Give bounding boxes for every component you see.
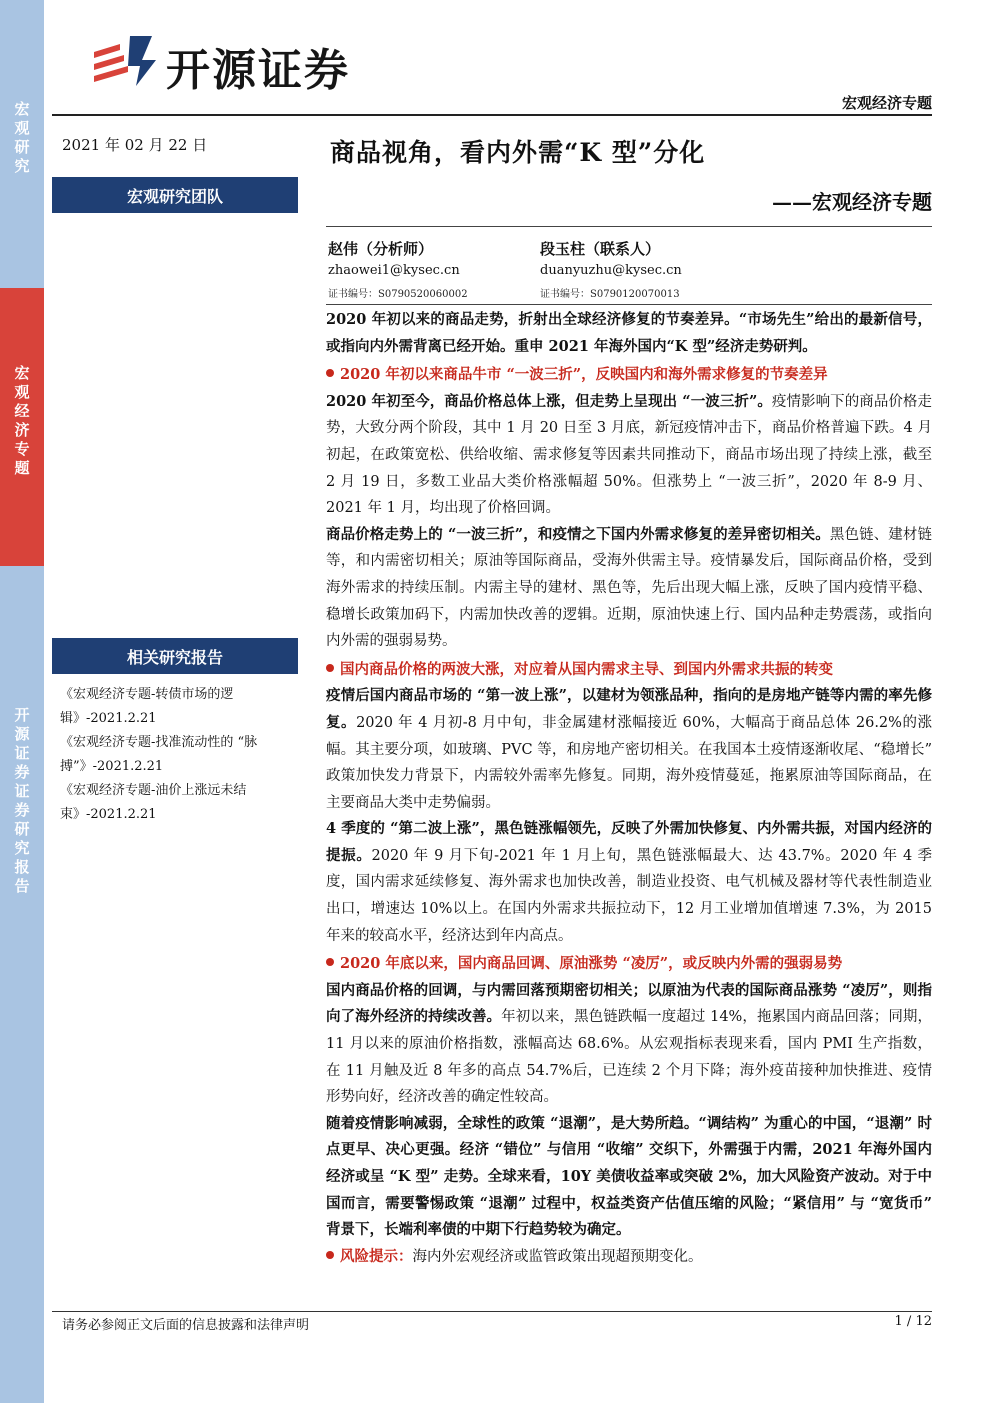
risk-label: 风险提示： (340, 1247, 413, 1265)
paragraph-text: 年初以来，黑色链跌幅一度超过 14%，拖累国内商品回落；同期，11 月以来的原油价格指数，涨幅高达 68.6%。从宏观指标表现来看，国内 PMI 生产指数，在 11 月触及近 8 年多的高点 54.7%后，已连续 2 个月下降；海外疫苗接种加快推进、疫情形势向好，经济改善的确定性较高。 (326, 1009, 933, 1106)
author-cert: 证书编号：S0790520060002 (328, 289, 468, 300)
related-reports-list (60, 683, 310, 827)
report-summary (326, 307, 932, 1270)
intro-paragraph: 2020 年初以来的商品走势，折射出全球经济修复的节奏差异。“市场先生”给出的最新信号，或指向内外需背离已经开始。重申 2021 年海外国内“K 型”经济走势研判。 (326, 311, 932, 355)
subtitle-divider (326, 226, 932, 227)
paragraph-lead: 2020 年初至今，商品价格总体上涨，但走势上呈现出 “一波三折”。 (326, 392, 772, 410)
section-heading-text: 2020 年底以来，国内商品回调、原油涨势 “凌厉”，或反映内外需的强弱易势 (340, 955, 843, 973)
author-name: 赵伟（分析师） (328, 240, 434, 258)
bullet-icon (326, 664, 334, 672)
author-name: 段玉柱（联系人） (540, 240, 661, 258)
sidebar-top-label: 宏观研究 (14, 100, 30, 175)
report-subtitle: ——宏观经济专题 (772, 190, 932, 214)
header-divider (52, 114, 932, 116)
body-paragraph (326, 978, 932, 1111)
body-paragraph (326, 683, 932, 816)
bullet-icon (326, 369, 334, 377)
body-paragraph (326, 389, 932, 522)
team-label: 宏观研究团队 (126, 186, 223, 206)
paragraph-lead: 国内商品价格的回调，与内需回落预期密切相关；以原油为代表的国际商品涨势 “凌厉”，则指向了海外经济的持续改善。 (326, 981, 932, 1026)
related-report-link[interactable]: 《宏观经济专题-转债市场的逻辑》-2021.2.21 (60, 687, 234, 726)
team-label-box (52, 177, 298, 213)
bullet-icon (326, 958, 334, 966)
bullet-icon (326, 1251, 334, 1259)
footer-divider (52, 1311, 932, 1312)
report-date: 2021 年 02 月 22 日 (62, 136, 208, 154)
left-color-bar (0, 0, 44, 1403)
paragraph-lead: 4 季度的 “第二波上涨”，黑色链涨幅领先，反映了外需加快修复、内外需共振，对国内经济的提振。 (326, 820, 932, 864)
series-label: 宏观经济专题 (841, 94, 932, 112)
section-heading (326, 951, 932, 978)
conclusion-paragraph: 随着疫情影响减弱，全球性的政策 “退潮”，是大势所趋。“调结构” 为重心的中国，“退潮” 时点更早、决心更强。经济 “错位” 与信用 “收缩” 交织下，外需强于内需，2021 年海外国内经济或呈 “K 型” 走势。全球来看，10Y 美债收益率或突破 2%，加大风险资产波动。对于中国而言，需要警惕政策 “退潮” 过程中，权益类资产估值压缩的风险；“紧信用” 与 “宽货币” 背景下，长端利率债的中期下行趋势较为确定。 (326, 1114, 932, 1239)
related-reports-title: 相关研究报告 (126, 647, 223, 667)
paragraph-text: 疫情影响下的商品价格走势，大致分两个阶段，其中 1 月 20 日至 3 月底，新冠疫情冲击下，商品价格普遍下跌。4 月初起，在政策宽松、供给收缩、需求修复等因素共同推动下，商品市场出现了持续上涨，截至 2 月 19 日，多数工业品大类价格涨幅超 50%。但涨势上 “一波三折”，2020 年 8-9 月、2021 年 1 月，均出现了价格回调。 (326, 393, 932, 517)
author-cert: 证书编号：S0790120070013 (540, 289, 680, 300)
author-card (328, 238, 468, 300)
footer-disclaimer: 请务必参阅正文后面的信息披露和法律声明 (62, 1318, 310, 1333)
report-title: 商品视角，看内外需“K 型”分化 (330, 138, 706, 167)
logo-text: 开源证券 (166, 45, 350, 96)
section-heading-text: 2020 年初以来商品牛市 “一波三折”，反映国内和海外需求修复的节奏差异 (340, 366, 828, 384)
paragraph-text: 2020 年 4 月初-8 月中旬，非金属建材涨幅接近 60%，大幅高于商品总体 26.2%的涨幅。其主要分项，如玻璃、PVC 等，和房地产密切相关。在我国本土疫情逐渐收尾、“稳增长” 政策加快发力背景下，内需较外需率先修复。同期，海外疫情蔓延，拖累原油等国际商品，在主要商品大类中走势偏弱。 (326, 714, 932, 811)
related-report-link[interactable]: 《宏观经济专题-油价上涨远未结束》-2021.2.21 (60, 783, 247, 822)
section-heading (326, 657, 932, 684)
related-report-link[interactable]: 《宏观经济专题-找准流动性的 “脉搏”》-2021.2.21 (60, 735, 258, 774)
risk-note (326, 1244, 932, 1271)
sidebar-bottom-block (0, 566, 44, 1403)
related-reports-header (52, 638, 298, 674)
risk-text: 海内外宏观经济或监管政策出现超预期变化。 (412, 1248, 703, 1265)
paragraph-text: 2020 年 9 月下旬-2021 年 1 月上旬，黑色链涨幅最大、达 43.7%。2020 年 4 季度，国内需求延续修复、海外需求也加快改善，制造业投资、电气机械及器材等代表性制造业出口，增速达 10%以上。在国内外需求共振拉动下，12 月工业增加值增速 7.3%，为 2015 年来的较高水平，经济达到年内高点。 (326, 847, 933, 944)
body-paragraph (326, 522, 932, 655)
author-divider (326, 304, 932, 305)
section-heading-text: 国内商品价格的两波大涨，对应着从国内需求主导、到国内外需求共振的转变 (340, 660, 833, 678)
logo-mark-icon (90, 30, 160, 88)
author-email[interactable]: zhaowei1@kysec.cn (328, 263, 460, 278)
author-email[interactable]: duanyuzhu@kysec.cn (540, 263, 682, 278)
paragraph-text: 黑色链、建材链等，和内需密切相关；原油等国际商品，受海外供需主导。疫情暴发后，国际商品价格，受到海外需求的持续压制。内需主导的建材、黑色等，先后出现大幅上涨，反映了国内疫情平稳、稳增长政策加码下，内需加快改善的逻辑。近期，原油快速上行、国内品种走势震荡，或指向内外需的强弱易势。 (326, 526, 932, 650)
sidebar-bottom-label: 开源证券 证券研究报告 (14, 706, 30, 895)
paragraph-lead: 疫情后国内商品市场的 “第一波上涨”，以建材为领涨品种，指向的是房地产链等内需的率先修复。 (326, 687, 932, 731)
section-heading (326, 362, 932, 389)
body-paragraph (326, 816, 932, 949)
page-number: 1 / 12 (894, 1314, 932, 1329)
paragraph-lead: 商品价格走势上的 “一波三折”，和疫情之下国内外需求修复的差异密切相关。 (326, 525, 830, 543)
sidebar-middle-label: 宏观经济专题 (14, 364, 30, 477)
author-card (540, 238, 682, 300)
